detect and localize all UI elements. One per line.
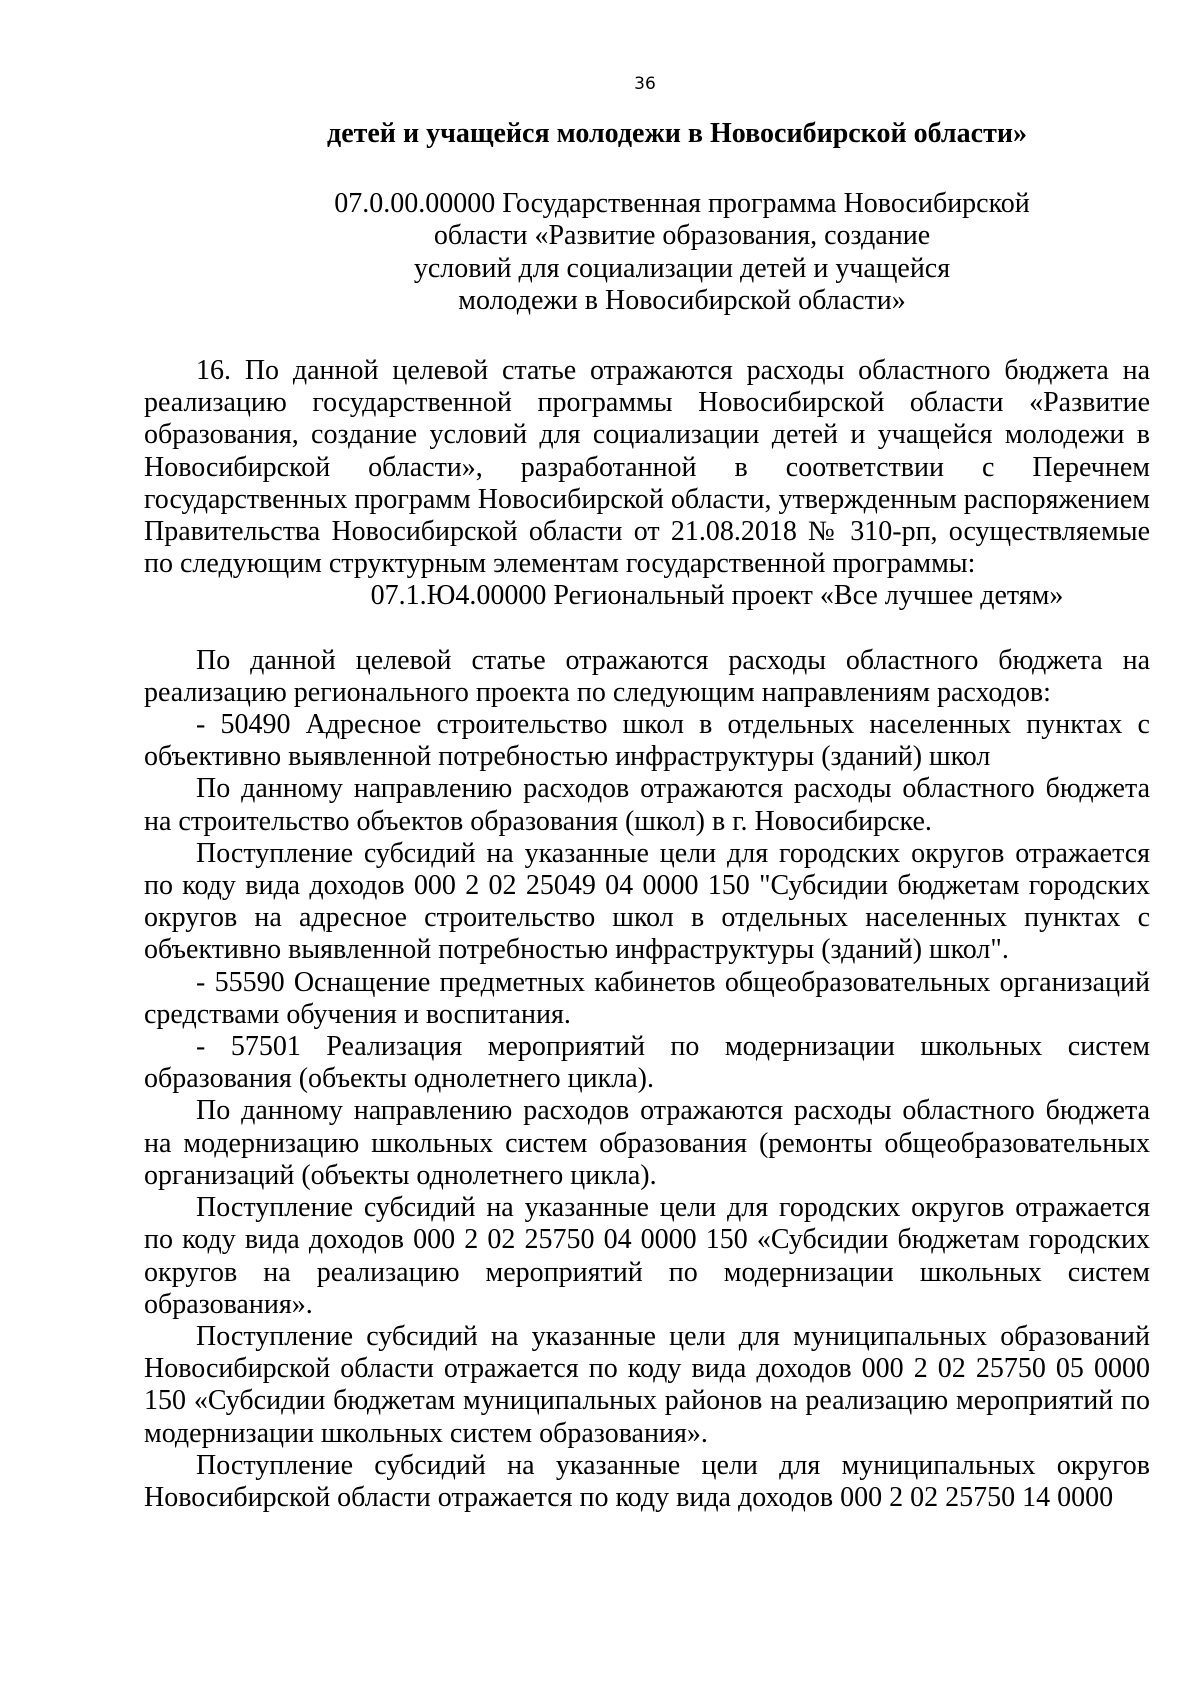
program-heading-line: молодежи в Новосибирской области» xyxy=(458,284,906,316)
page-number: 36 xyxy=(634,74,656,94)
paragraph: Поступление субсидий на указанные цели для муниципальных округов Новосибирской области отражается по коду вида доходов 000 2 02 25750 14 0000 xyxy=(144,1449,1150,1513)
paragraph: Поступление субсидий на указанные цели для муниципальных образований Новосибирской области отражается по коду вида доходов 000 2 02 25750 05 0000 150 «Субсидии бюджетам муниципальных районов на реализацию мероприятий по модернизации школьных систем образования». xyxy=(144,1320,1150,1449)
program-heading-line: области «Развитие образования, создание xyxy=(433,220,931,252)
paragraph: Поступление субсидий на указанные цели для городских округов отражается по коду вида доходов 000 2 02 25049 04 0000 150 "Субсидии бюджетам городских округов на адресное строительство школ в отдельных населенных пунктах с объективно выявленной потребностью инфраструктуры (зданий) школ". xyxy=(144,837,1150,966)
document-body xyxy=(144,118,1150,1514)
paragraph: По данному направлению расходов отражаются расходы областного бюджета на модернизацию школьных систем образования (ремонты общеобразовательных организаций (объекты однолетнего цикла). xyxy=(144,1095,1150,1191)
continued-title: детей и учащейся молодежи в Новосибирской области» xyxy=(327,118,1027,149)
paragraph: По данному направлению расходов отражаются расходы областного бюджета на строительство объектов образования (школ) в г. Новосибирске. xyxy=(144,773,1150,837)
expense-item-57501: - 57501 Реализация мероприятий по модернизации школьных систем образования (объекты однолетнего цикла). xyxy=(144,1031,1150,1095)
project-heading: 07.1.Ю4.00000 Региональный проект «Все лучшее детям» xyxy=(370,580,1064,612)
program-heading-line: 07.0.00.00000 Государственная программа Новосибирской xyxy=(334,188,1030,220)
program-heading xyxy=(144,188,1150,317)
program-heading-line: условий для социализации детей и учащейся xyxy=(413,252,951,284)
paragraph: По данной целевой статье отражаются расходы областного бюджета на реализацию регионального проекта по следующим направлениям расходов: xyxy=(144,644,1150,708)
expense-item-50490: - 50490 Адресное строительство школ в отдельных населенных пунктах с объективно выявленной потребностью инфраструктуры (зданий) школ xyxy=(144,709,1150,773)
paragraph-16: 16. По данной целевой статье отражаются расходы областного бюджета на реализацию государственной программы Новосибирской области «Развитие образования, создание условий для социализации детей и учащейся молодежи в Новосибирской области», разработанной в соответствии с Перечнем государственных программ Новосибирской области, утвержденным распоряжением Правительства Новосибирской области от 21.08.2018 № 310-рп, осуществляемые по следующим структурным элементам государственной программы: xyxy=(144,355,1150,580)
paragraph: Поступление субсидий на указанные цели для городских округов отражается по коду вида доходов 000 2 02 25750 04 0000 150 «Субсидии бюджетам городских округов на реализацию мероприятий по модернизации школьных систем образования». xyxy=(144,1192,1150,1320)
expense-item-55590: - 55590 Оснащение предметных кабинетов общеобразовательных организаций средствами обучения и воспитания. xyxy=(144,966,1150,1030)
